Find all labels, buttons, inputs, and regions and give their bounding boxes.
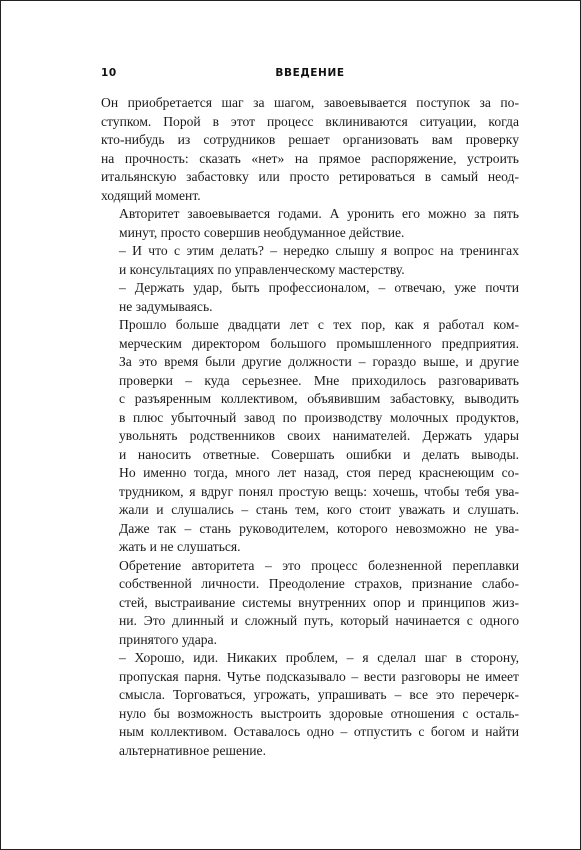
text-line: – Хорошо, иди. Никаких проблем, – я сделал шаг в сторону, — [119, 650, 519, 665]
paragraph — [101, 205, 519, 242]
text-line: в плюс убыточный завод по производству молочных продуктов, — [119, 409, 519, 425]
text-line: Авторитет завоевывается годами. А уронить его можно за пять — [119, 206, 519, 221]
text-line: и наносить ответные. Совершать ошибки и делать выводы. — [119, 446, 519, 462]
text-line: Но именно тогда, много лет назад, стоя перед краснеющим со- — [119, 465, 519, 480]
text-line: ходящий момент. — [101, 187, 201, 203]
text-line: ным коллективом. Оставалось одно – отпустить с богом и найти — [119, 724, 519, 739]
text-line: Обретение авторитета – это процесс болезненной переплавки — [119, 557, 519, 573]
paragraph — [101, 649, 519, 760]
text-line: – И что с этим делать? – нередко слышу я вопрос на тренингах — [119, 243, 519, 258]
text-line: жали и слушались – стань тем, кого стоит уважать и слушать. — [119, 502, 519, 517]
text-line: и консультациях по управленческому мастерству. — [119, 261, 405, 277]
text-line: принятого удара. — [119, 631, 217, 647]
paragraph — [101, 242, 519, 279]
text-line: итальянскую забастовку или просто ретироваться в самый неод- — [101, 169, 519, 184]
text-line: нуло бы возможность выстроить здоровые отношения с осталь- — [119, 705, 519, 721]
text-line: Прошло больше двадцати лет с тех пор, как я работал ком- — [119, 317, 519, 332]
page-header — [101, 67, 519, 83]
paragraph — [101, 279, 519, 316]
text-line: пропуская парня. Чутье подсказывало – вести разговоры не имеет — [119, 668, 519, 684]
text-line: ступком. Порой в этот процесс вклиниваются ситуации, когда — [101, 113, 519, 129]
text-line: на прочность: сказать «нет» на прямое распоряжение, устроить — [101, 150, 519, 166]
page-number: 10 — [101, 67, 117, 79]
paragraph — [101, 316, 519, 557]
running-head: ВВЕДЕНИЕ — [275, 67, 345, 79]
text-line: альтернативное решение. — [119, 742, 266, 758]
text-line: Он приобретается шаг за шагом, завоевывается поступок за по- — [101, 95, 519, 110]
text-line: смысла. Торговаться, угрожать, упрашивать – все это перечерк- — [119, 687, 519, 702]
text-line: минут, просто совершив необдуманное действие. — [119, 224, 405, 240]
text-line: увольнять родственников своих нанимателей. Держать удары — [119, 428, 519, 443]
text-line: собственной личности. Преодоление страхов, признание слабо- — [119, 576, 519, 591]
text-line: – Держать удар, быть профессионалом, – отвечаю, уже почти — [119, 280, 519, 295]
paragraph — [101, 557, 519, 650]
text-line: трудником, я вдруг понял простую вещь: хочешь, чтобы тебя ува- — [119, 483, 519, 499]
text-line: ни. Это длинный и сложный путь, который начинается с одного — [119, 613, 519, 628]
body-text — [101, 94, 519, 760]
text-line: не задумываясь. — [119, 298, 213, 314]
text-line: За это время были другие должности – гораздо выше, и другие — [119, 354, 519, 369]
text-line: кто-нибудь из сотрудников решает организовать вам проверку — [101, 132, 519, 147]
text-line: мерческим директором большого промышленного предприятия. — [119, 335, 519, 351]
text-line: с разъяренным коллективом, объявившим забастовку, выводить — [119, 391, 519, 406]
paragraph — [101, 94, 519, 205]
text-line: стей, выстраивание системы внутренних опор и принципов жиз- — [119, 594, 519, 610]
text-line: жать и не слушаться. — [119, 539, 241, 554]
text-line: проверки – куда серьезнее. Мне приходилось разговаривать — [119, 372, 519, 388]
text-line: Даже так – стань руководителем, которого невозможно не ува- — [119, 520, 519, 536]
